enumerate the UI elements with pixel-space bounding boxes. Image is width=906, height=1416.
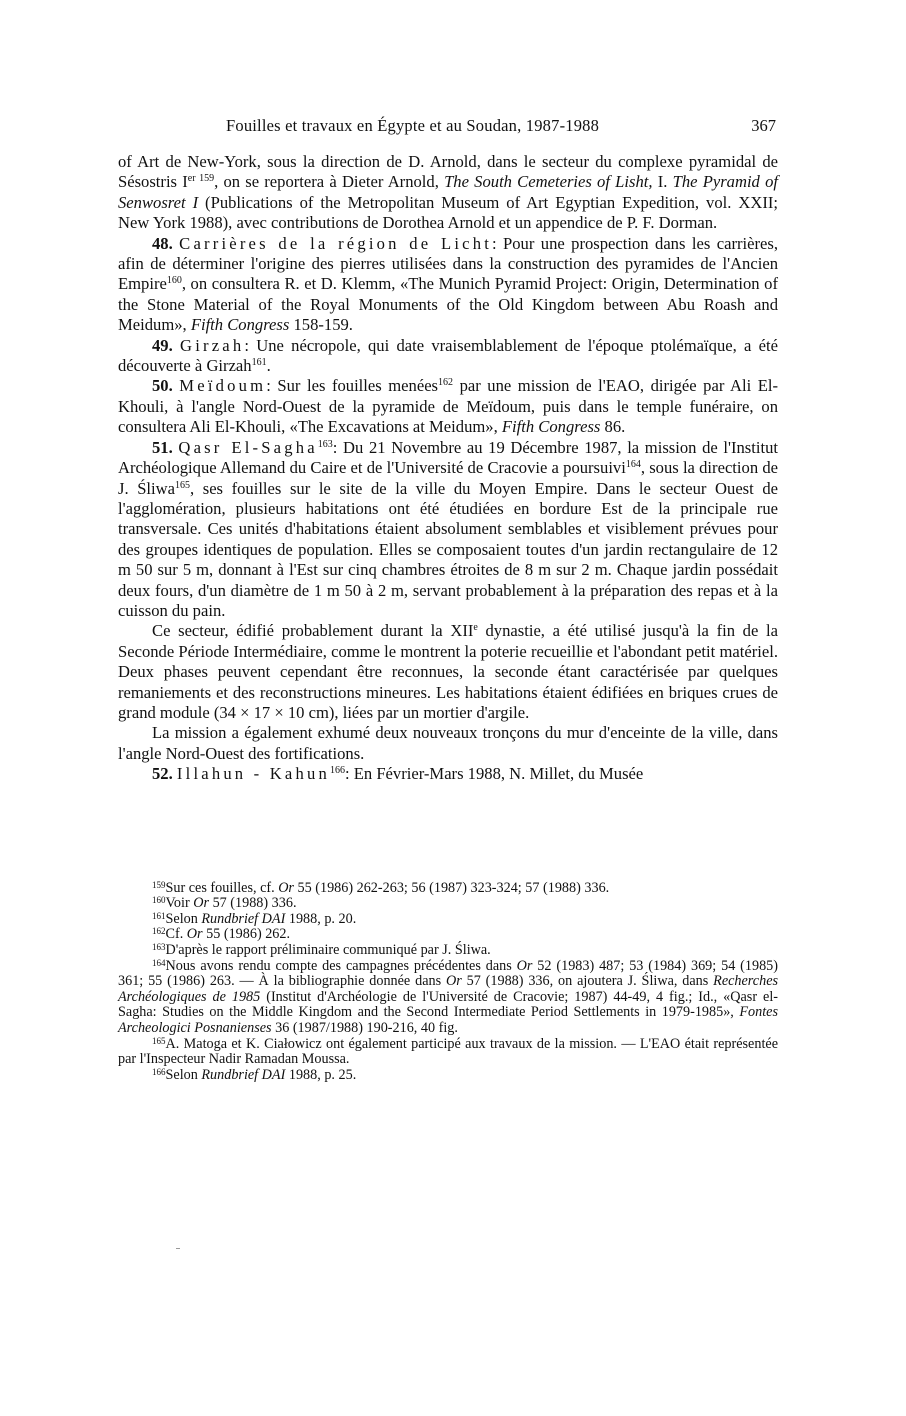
section-number: 52. [152,764,173,784]
footnote-ref[interactable]: 165 [175,479,190,491]
footnotes [118,881,778,1084]
section-title: Meïdoum [179,376,267,396]
footnote-164: $^{164}$Nous avons rendu compte des campagnes précédentes dans Or 52 (1983) 487; 53 (1984) 369; 54 (1985) 361; 55 (1986) 263. — À la bibliographie donnée dans Or 57 (1988) 336, on ajoutera J. Śliwa, dans Recherches Archéologiques de 1985 (Institut d'Archéologie de l'Université de Cracovie; 1987) 44-49, 4 fig.; Id., «Qasr el-Sagha: Studies on the Middle Kingdom and the Second Intermediate Period Settlements in 1979-1985», Fontes Archeologici Posnanienses 36 (1987/1988) 190-216, 40 fig. [118,957,779,1036]
footnote-165: $^{165}$A. Matoga et K. Ciałowicz ont également participé aux travaux de la mission. — L'EAO était représentée par l'Inspecteur Nadir Ramadan Moussa. [118,1035,778,1068]
footnote-160: $^{160}$Voir Or 57 (1988) 336. [152,895,297,912]
footnote-ref[interactable]: 162 [438,377,454,389]
paragraph-mission: La mission a également exhumé deux nouveaux tronçons du mur d'enceinte de la ville, dans l'angle Nord-Ouest des fortifications. [118,723,778,763]
page [118,112,778,1083]
page-number: 367 [751,116,776,135]
footnote-161: $^{161}$Selon Rundbrief DAI 1988, p. 20. [152,910,357,927]
paragraph-secteur: Ce secteur, édifié probablement durant la XIIe dynastie, a été utilisé jusqu'à la fin de la Seconde Période Intermédiaire, comme le montrent la poterie recueillie et l'abondant petit matériel. Deux phases peuvent cependant être reconnues, la seconde étant caractérisée par quelques remaniements et des reconstructions mineures. Les habitations étaient édifiées en briques crues de grand module (34 × 17 × 10 cm), liées par un mortier d'argile. [118,621,778,722]
section-number: 51. [152,437,173,457]
footnote-159: $^{159}$Sur ces fouilles, cf. Or 55 (1986) 262-263; 56 (1987) 323-324; 57 (1988) 336. [152,879,610,896]
section-49: 49. Girzah: Une nécropole, qui date vraisemblablement de l'époque ptolémaïque, a été découverte à Girzah$^{161}$. [118,335,778,376]
section-title: Carrières de la région de Licht [179,233,492,253]
footnote-ref[interactable]: 164 [625,459,641,471]
footnote-ref[interactable]: 163 [317,438,333,450]
section-number: 49. [152,335,173,355]
section-number: 48. [152,233,173,253]
footnote-163: $^{163}$D'après le rapport préliminaire communiqué par J. Śliwa. [152,941,491,958]
footnote-ref[interactable]: 166 [329,765,345,777]
running-title: Fouilles et travaux en Égypte et au Soudan, 1987-1988 [226,116,600,135]
section-52: 52. Illahun - Kahun$^{166}$: En Février-Mars 1988, N. Millet, du Musée [152,764,644,784]
running-head [118,112,778,140]
footnote-162: $^{162}$Cf. Or 55 (1986) 262. [152,926,291,943]
section-51: 51. Qasr El-Sagha$^{163}$: Du 21 Novembre au 19 Décembre 1987, la mission de l'Institut Archéologique Allemand du Caire et de l'Université de Cracovie a poursuivi$^{164}$, sous la direction de J. Śliwa$^{165}$, ses fouilles sur le site de la ville du Moyen Empire. Dans le secteur Ouest de l'agglomération, plusieurs habitations ont été étudiées en bordure Est de la principale rue transversale. Ces unités d'habitations étaient absolument semblables et visiblement prévues pour des groupes identiques de population. Elles se composaient toutes d'un jardin rectangulaire de 12 m 50 sur 5 m, donnant à l'Est sur cinq chambres étroites de 8 m sur 2 m. Chaque jardin possédait deux fours, d'un diamètre de 1 m 50 à 2 m, servant probablement à la préparation des repas et à la cuisson du pain. [118,437,779,620]
body-text [118,152,778,785]
footnote-166: $^{166}$Selon Rundbrief DAI 1988, p. 25. [152,1066,357,1083]
footnote-ref[interactable]: 160 [166,275,182,287]
scan-mark [176,1248,180,1249]
section-title: Qasr El-Sagha [178,437,318,457]
section-48: 48. Carrières de la région de Licht: Pour une prospection dans les carrières, afin de déterminer l'origine des pierres utilisées dans la construction des pyramides de l'Ancien Empire$^{160}$, on consultera R. et D. Klemm, «The Munich Pyramid Project: Origin, Determination of the Stone Material of the Royal Monuments of the Old Kingdom between Abu Roash and Meidum», Fifth Congress 158-159. [118,233,778,335]
section-number: 50. [152,376,173,396]
footnote-ref[interactable]: 161 [251,357,267,369]
section-50: 50. Meïdoum: Sur les fouilles menées$^{162}$ par une mission de l'EAO, dirigée par Ali El-Khouli, à l'angle Nord-Ouest de la pyramide de Meïdoum, puis dans le temple funéraire, on consultera Ali El-Khouli, «The Excavations at Meidum», Fifth Congress 86. [118,376,779,437]
footnote-ref[interactable]: er 159 [187,173,215,185]
paragraph-continuation: of Art de New-York, sous la direction de D. Arnold, dans le secteur du complexe pyramidal de Sésostris $I^{er 159}$, on se reportera à Dieter Arnold, The South Cemeteries of Lisht, I. The Pyramid of Senwosret I (Publications of the Metropolitan Museum of Art Egyptian Expedition, vol. XXII; New York 1988), avec contributions de Dorothea Arnold et un appendice de P. F. Dorman. [118,152,778,233]
section-title: Illahun - Kahun [176,764,330,784]
section-title: Girzah [180,335,245,355]
